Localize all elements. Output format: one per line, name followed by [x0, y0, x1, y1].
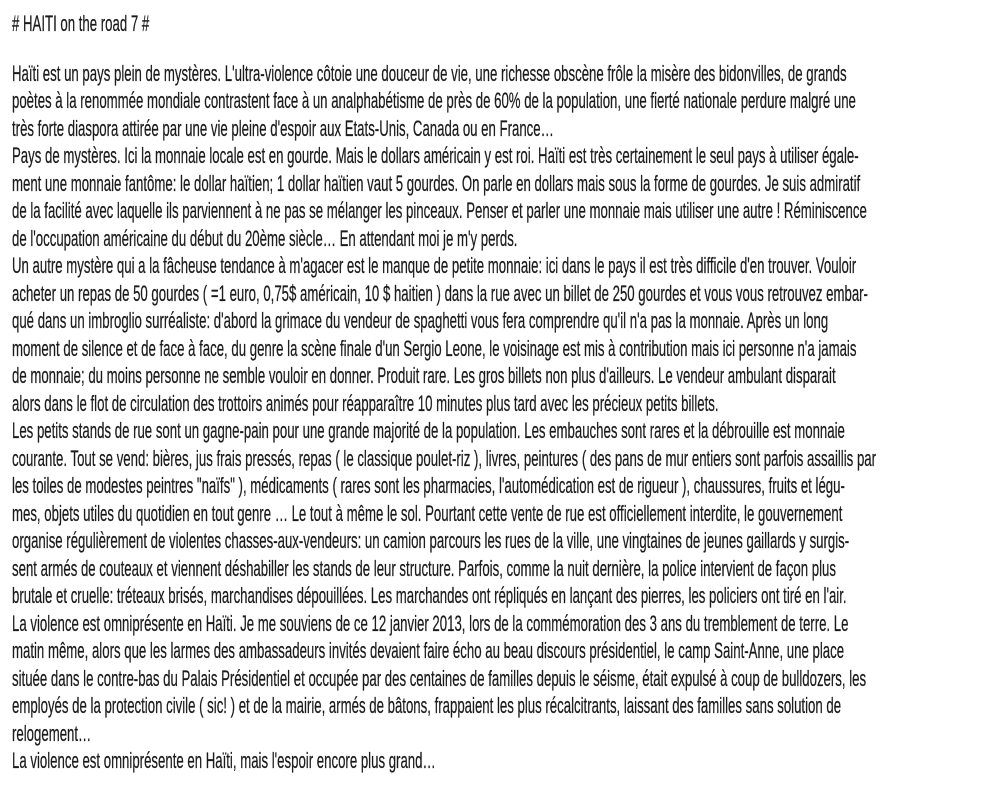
text-line: La violence est omniprésente en Haïti. Je me souviens de ce 12 janvier 2013, lors de la commémoration des 3 ans du tremblement de terre. Le: [12, 610, 849, 636]
text-line: brutale et cruelle: tréteaux brisés, marchandises dépouillées. Les marchandes ont répliqués en lançant des pierres, les policiers ont tiré en l'air.: [12, 583, 847, 608]
text-line: les toiles de modestes peintres "naïfs" ), médicaments ( rares sont les pharmacies, l'automédication est de rigueur ), chaussures, fruits et légu-: [12, 473, 845, 498]
text-line: poètes à la renommée mondiale contrastent face à un analphabétisme de près de 60% de la population, une fierté nationale perdure malgré une: [12, 88, 856, 113]
text-line: ment une monnaie fantôme: le dollar haïtien; 1 dollar haïtien vaut 5 gourdes. On parle en dollars mais sous la forme de gourdes. Je suis admiratif: [12, 170, 861, 196]
text-line: Haïti est un pays plein de mystères. L'ultra-violence côtoie une douceur de vie, une richesse obscène frôle la misère des bidonvilles, de grands: [12, 60, 847, 86]
page-title: # HAITI on the road 7 #: [12, 11, 150, 36]
text-line: acheter un repas de 50 gourdes ( =1 euro, 0,75$ américain, 10 $ haitien ) dans la rue avec un billet de 250 gourdes et vous vous retrouvez embar-: [12, 280, 868, 306]
text-line: matin même, alors que les larmes des ambassadeurs invités devaient faire écho au beau discours présidentiel, le camp Saint-Anne, une place: [12, 638, 845, 663]
text-line: Un autre mystère qui a la fâcheuse tendance à m'agacer est le manque de petite monnaie: ici dans le pays il est très difficile d'en trouver. Vouloir: [12, 253, 857, 278]
text-line: de la facilité avec laquelle ils parviennent à ne pas se mélanger les pinceaux. Penser et parler une monnaie mais utiliser une autre ! Réminiscence: [12, 198, 867, 223]
text-line: de monnaie; du moins personne ne semble vouloir en donner. Produit rare. Les gros billets non plus d'ailleurs. Le vendeur ambulant disparait: [12, 363, 836, 388]
text-line: qué dans un imbroglio surréaliste: d'abord la grimace du vendeur de spaghetti vous fera comprendre qu'il n'a pas la monnaie. Après un long: [12, 308, 829, 333]
text-line: moment de silence et de face à face, du genre la scène finale d'un Sergio Leone, le voisinage est mis à contribution mais ici personne n'a jamais: [12, 335, 857, 361]
text-line: courante. Tout se vend: bières, jus frais pressés, repas ( le classique poulet-riz ), livres, peintures ( des pans de mur entiers sont parfois assaillis par: [12, 445, 877, 471]
blank-line: [12, 38, 1000, 60]
text-line: mes, objets utiles du quotidien en tout genre … Le tout à même le sol. Pourtant cette vente de rue est officiellement interdite, le gouvernement: [12, 500, 843, 526]
text-line: employés de la protection civile ( sic! ) et de la mairie, armés de bâtons, frappaient les plus récalcitrants, laissant des familles sans solution de: [12, 693, 842, 718]
text-line: organise régulièrement de violentes chasses-aux-vendeurs: un camion parcours les rues de la ville, une vingtaines de jeunes gaillards y surgis-: [12, 528, 850, 553]
text-line: relogement…: [12, 720, 92, 746]
text-line: sent armés de couteaux et viennent déshabiller les stands de leur structure. Parfois, comme la nuit dernière, la police intervient de façon plus: [12, 555, 836, 581]
text-line: située dans le contre-bas du Palais Présidentiel et occupée par des centaines de familles depuis le séisme, était expulsé à coup de bulldozers, les: [12, 665, 867, 691]
text-line: Les petits stands de rue sont un gagne-pain pour une grande majorité de la population. Les embauches sont rares et la débrouille est monnaie: [12, 418, 845, 443]
text-line: de l'occupation américaine du début du 20ème siècle… En attendant moi je m'y perds.: [12, 225, 518, 251]
text-line: très forte diaspora attirée par une vie pleine d'espoir aux Etats-Unis, Canada ou en France…: [12, 115, 554, 141]
text-line: Pays de mystères. Ici la monnaie locale est en gourde. Mais le dollars américain y est roi. Haïti est très certainement le seul pays à utiliser égale-: [12, 143, 859, 168]
text-line: La violence est omniprésente en Haïti, mais l'espoir encore plus grand…: [12, 748, 436, 773]
text-line: alors dans le flot de circulation des trottoirs animés pour réapparaître 10 minutes plus tard avec les précieux petits billets.: [12, 390, 719, 416]
